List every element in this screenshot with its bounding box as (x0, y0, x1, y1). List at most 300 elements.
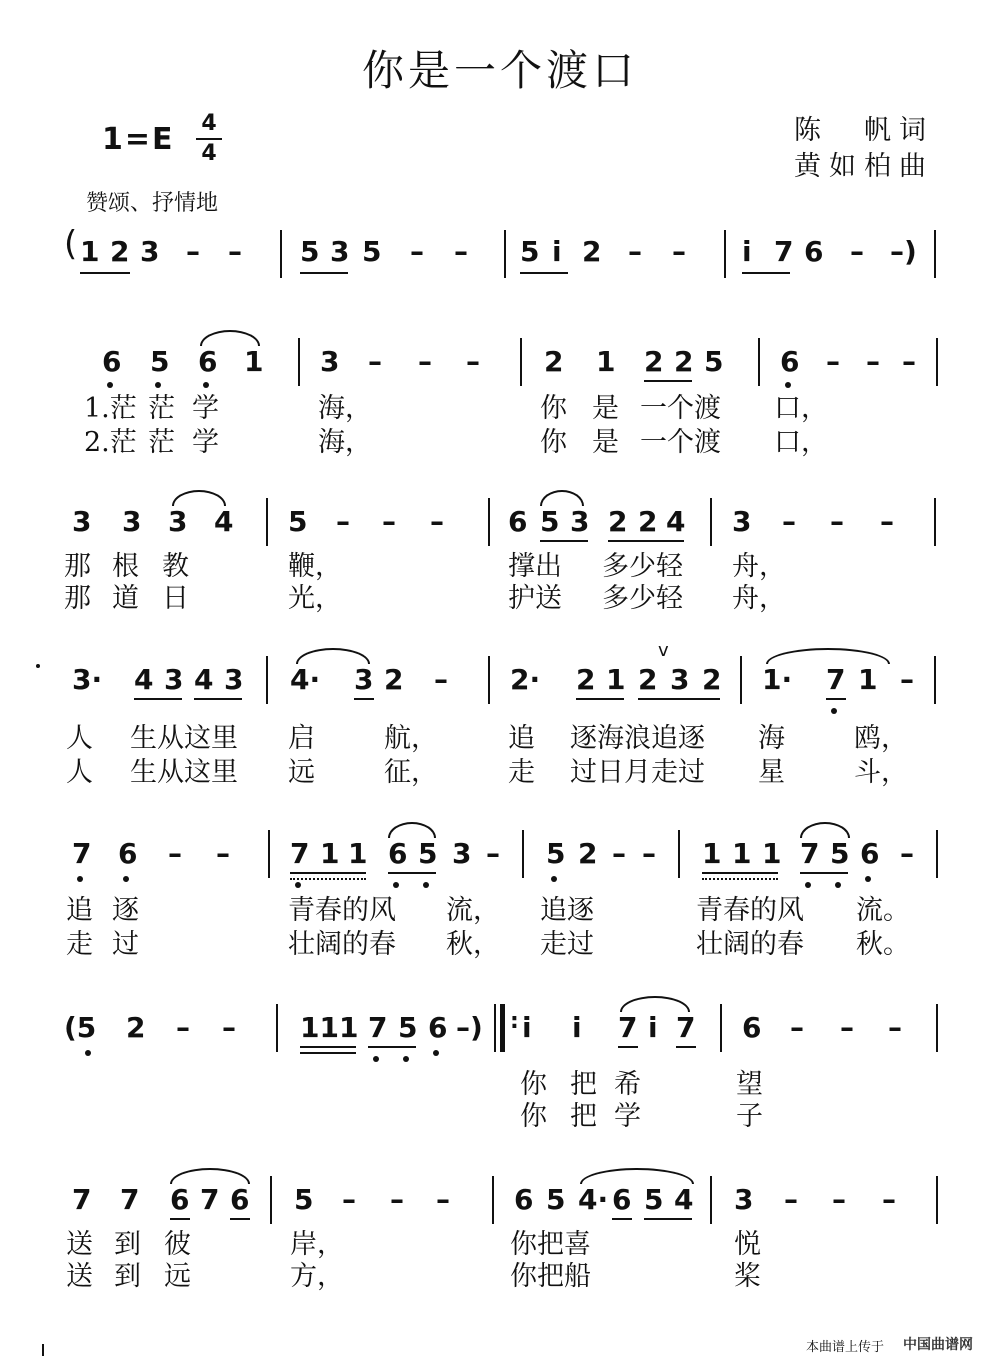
barline (934, 498, 936, 546)
note: – (628, 235, 642, 268)
note: 1 (348, 837, 368, 870)
lyric: 口， (774, 393, 828, 424)
lyric: 希 (614, 1069, 641, 1100)
lyric: 多少轻 (602, 583, 683, 614)
lyric: 护送 (508, 583, 562, 614)
lyric: 流， (446, 895, 500, 926)
note: 3 (670, 663, 690, 696)
underline (676, 1046, 696, 1048)
note: 7 (774, 235, 794, 268)
lyric: 生从这里 (130, 757, 238, 788)
note: – (430, 505, 444, 538)
barline (758, 338, 760, 386)
lyric: 彼 (164, 1229, 191, 1260)
underline (134, 698, 182, 700)
note: 7 (618, 1011, 638, 1044)
note: 4 (666, 505, 686, 538)
note: 2 (638, 505, 658, 538)
barline (266, 498, 268, 546)
underline (742, 272, 790, 274)
note: 3 (570, 505, 590, 538)
lyric: 你 (520, 1069, 547, 1100)
note: 7 (72, 1183, 92, 1216)
scan-speck (42, 1344, 44, 1356)
note: i (552, 235, 562, 268)
underline (540, 540, 588, 542)
lyric: 学 (192, 427, 219, 458)
barline (678, 830, 680, 878)
note: 2 (578, 837, 598, 870)
underline (354, 698, 374, 700)
low-octave-dot (865, 876, 871, 882)
note: 1 (762, 837, 782, 870)
low-octave-dot (423, 882, 429, 888)
note: – (790, 1011, 804, 1044)
underline (800, 872, 848, 874)
note: 2 (126, 1011, 146, 1044)
lyric: 把 (570, 1101, 597, 1132)
lyric: 子 (736, 1101, 763, 1132)
note: 2 (582, 235, 602, 268)
note: 3 (140, 235, 160, 268)
lyric: 追 (66, 895, 93, 926)
note: – (176, 1011, 190, 1044)
note: – (902, 345, 916, 378)
underline (300, 1046, 356, 1048)
note: 3 (168, 505, 188, 538)
low-octave-dot (203, 382, 209, 388)
note: 4· (578, 1183, 609, 1216)
repeat-barline (500, 1004, 505, 1052)
note: 6 (170, 1183, 190, 1216)
lyric: 方， (290, 1261, 344, 1292)
note: – (216, 837, 230, 870)
site-logo: 中国曲谱网 (903, 1337, 973, 1353)
underline (612, 1218, 632, 1220)
note: – (466, 345, 480, 378)
lyric: 走过 (540, 929, 594, 960)
lyric: 你 (540, 393, 567, 424)
slur (388, 822, 436, 838)
lyric: 送 (66, 1229, 93, 1260)
low-octave-dot (831, 708, 837, 714)
low-octave-dot (835, 882, 841, 888)
barline (710, 498, 712, 546)
slur (766, 648, 890, 664)
lyric: 多少轻 (602, 551, 683, 582)
underline (230, 1218, 250, 1220)
slur (200, 330, 260, 346)
note: 2 (644, 345, 664, 378)
lyric: 日 (162, 583, 189, 614)
note: – (390, 1183, 404, 1216)
slur (800, 822, 850, 838)
underline (290, 872, 366, 874)
note: 3 (354, 663, 374, 696)
lyric: 岸， (290, 1229, 344, 1260)
lyric: 星 (758, 757, 785, 788)
note: – (228, 235, 242, 268)
lyric: 学 (192, 393, 219, 424)
lyric: 逐 (112, 895, 139, 926)
note: – (880, 505, 894, 538)
note: 3 (164, 663, 184, 696)
underline (368, 1046, 416, 1048)
lyric: 望 (736, 1069, 763, 1100)
lyric: 是 (592, 393, 619, 424)
note: i (742, 235, 752, 268)
barline (522, 830, 524, 878)
lyric: 远 (164, 1261, 191, 1292)
low-octave-dot (123, 876, 129, 882)
lyric: 撑出 (508, 551, 562, 582)
note: 6 (388, 837, 408, 870)
note: 2 (544, 345, 564, 378)
low-octave-dot (433, 1050, 439, 1056)
note: 2· (510, 663, 541, 696)
underline (300, 1052, 356, 1054)
note: 3 (330, 235, 350, 268)
lyric: 教 (162, 551, 189, 582)
underline (608, 540, 684, 542)
note: – (900, 837, 914, 870)
underline (644, 380, 692, 382)
lyric: 学 (614, 1101, 641, 1132)
time-signature (196, 112, 222, 166)
song-title: 你是一个渡口 (361, 46, 638, 95)
note: 6 (230, 1183, 250, 1216)
lyric: 1.茫 (84, 393, 137, 424)
note: 4 (194, 663, 214, 696)
note: – (168, 837, 182, 870)
lyric: 人 (66, 723, 93, 754)
note: 7 (120, 1183, 140, 1216)
lyric: 生从这里 (130, 723, 238, 754)
note: 2 (638, 663, 658, 696)
low-octave-dot (295, 882, 301, 888)
barline (710, 1176, 712, 1224)
note: 6 (102, 345, 122, 378)
lyric: 过 (112, 929, 139, 960)
lyric: 把 (570, 1069, 597, 1100)
barline (934, 656, 936, 704)
low-octave-dot (403, 1056, 409, 1062)
time-signature-top: 4 (201, 111, 217, 136)
note: 5 (362, 235, 382, 268)
lyric: 茫 (148, 427, 175, 458)
note: – (434, 663, 448, 696)
barline (492, 1176, 494, 1224)
note: 6 (804, 235, 824, 268)
note: 6 (860, 837, 880, 870)
note: 3 (452, 837, 472, 870)
note: 1 (80, 235, 100, 268)
note: 3 (732, 505, 752, 538)
lyric: 过日月走过 (570, 757, 705, 788)
time-signature-bar (196, 138, 222, 140)
note: – (672, 235, 686, 268)
note: 2 (608, 505, 628, 538)
note: – (612, 837, 626, 870)
note: 5 (520, 235, 540, 268)
breath-mark: v (658, 640, 669, 661)
underline (300, 272, 348, 274)
lyricist-credit: 陈 帆词 (794, 115, 934, 146)
lyric: 你 (520, 1101, 547, 1132)
note: 7 (676, 1011, 696, 1044)
note: 5 (294, 1183, 314, 1216)
lyric: 远 (288, 757, 315, 788)
lyric: 光， (288, 583, 342, 614)
note: i (522, 1011, 532, 1044)
note: – (486, 837, 500, 870)
note: 5 (398, 1011, 418, 1044)
note: 3 (122, 505, 142, 538)
note: – (840, 1011, 854, 1044)
note: 1 (320, 837, 340, 870)
lyric: 你把喜 (510, 1229, 591, 1260)
low-octave-dot (393, 882, 399, 888)
note: – (382, 505, 396, 538)
slur (620, 996, 690, 1012)
lyric: 走 (508, 757, 535, 788)
note: – (418, 345, 432, 378)
barline (488, 498, 490, 546)
note: 7 (800, 837, 820, 870)
barline (936, 338, 938, 386)
note: 6 (780, 345, 800, 378)
note: 4· (290, 663, 321, 696)
barline (298, 338, 300, 386)
underline (194, 698, 242, 700)
note: 7 (368, 1011, 388, 1044)
note: 6 (118, 837, 138, 870)
note: 5 (540, 505, 560, 538)
note: 5 (546, 837, 566, 870)
note: 4 (134, 663, 154, 696)
lyric: 追 (508, 723, 535, 754)
note: 7 (72, 837, 92, 870)
barline (266, 656, 268, 704)
lyric: 追逐 (540, 895, 594, 926)
low-octave-dot (373, 1056, 379, 1062)
barline (724, 230, 726, 278)
underline (638, 698, 720, 700)
lyric: 青春的风 (696, 895, 804, 926)
note: 6 (612, 1183, 632, 1216)
lyric: 道 (112, 583, 139, 614)
note: 3 (320, 345, 340, 378)
note: ( (64, 224, 78, 264)
barline (488, 656, 490, 704)
scan-speck (36, 664, 40, 668)
note: 5 (830, 837, 850, 870)
repeat-dots: : (510, 1009, 519, 1034)
low-octave-dot (155, 382, 161, 388)
low-octave-dot (551, 876, 557, 882)
lyric: 那 (64, 551, 91, 582)
note: (5 (64, 1011, 97, 1044)
lyric: 鞭， (288, 551, 342, 582)
note: 5 (704, 345, 724, 378)
note: – (222, 1011, 236, 1044)
note: 5 (418, 837, 438, 870)
lyric: 壮阔的春 (288, 929, 396, 960)
lyric: 壮阔的春 (696, 929, 804, 960)
lyric: 桨 (734, 1261, 761, 1292)
barline (494, 1004, 496, 1052)
lyric: 秋。 (856, 929, 910, 960)
slur (296, 648, 370, 664)
note: – (784, 1183, 798, 1216)
note: i (648, 1011, 658, 1044)
note: 5 (300, 235, 320, 268)
low-octave-dot (805, 882, 811, 888)
lyric: 鸥， (854, 723, 908, 754)
lyric: 海 (758, 723, 785, 754)
note: 3· (72, 663, 103, 696)
note: 6 (428, 1011, 448, 1044)
barline (740, 656, 742, 704)
low-octave-dot (107, 382, 113, 388)
lyric: 到 (114, 1261, 141, 1292)
note: – (642, 837, 656, 870)
note: 1 (244, 345, 264, 378)
note: 6 (742, 1011, 762, 1044)
lyric: 口， (774, 427, 828, 458)
lyric: 舟， (732, 551, 786, 582)
note: 7 (826, 663, 846, 696)
note: 111 (300, 1011, 359, 1044)
underline (702, 878, 778, 880)
barline (520, 338, 522, 386)
lyric: 2.茫 (84, 427, 137, 458)
underline (388, 872, 436, 874)
key-signature: 1=E (102, 122, 175, 157)
note: 1 (702, 837, 722, 870)
lyric: 斗， (854, 757, 908, 788)
note: 2 (384, 663, 404, 696)
note: – (436, 1183, 450, 1216)
note: – (826, 345, 840, 378)
lyric: 一个渡 (640, 393, 721, 424)
lyric: 启 (288, 723, 315, 754)
note: – (342, 1183, 356, 1216)
note: 1 (606, 663, 626, 696)
note: 2 (110, 235, 130, 268)
note: 5 (288, 505, 308, 538)
note: – (882, 1183, 896, 1216)
note: 6 (514, 1183, 534, 1216)
note: – (832, 1183, 846, 1216)
barline (934, 230, 936, 278)
note: 5 (546, 1183, 566, 1216)
note: – (336, 505, 350, 538)
underline (80, 272, 130, 274)
slur (172, 490, 226, 506)
note: 1 (858, 663, 878, 696)
barline (936, 1004, 938, 1052)
low-octave-dot (85, 1050, 91, 1056)
lyric: 海， (318, 393, 372, 424)
lyric: 那 (64, 583, 91, 614)
note: 2 (576, 663, 596, 696)
barline (720, 1004, 722, 1052)
note: – (368, 345, 382, 378)
note: 7 (290, 837, 310, 870)
note: 1 (596, 345, 616, 378)
lyric: 根 (112, 551, 139, 582)
note: – (186, 235, 200, 268)
low-octave-dot (77, 876, 83, 882)
note: 7 (200, 1183, 220, 1216)
composer-credit: 黄如柏曲 (794, 151, 934, 182)
note: 1· (762, 663, 793, 696)
lyric: 到 (114, 1229, 141, 1260)
underline (576, 698, 624, 700)
barline (280, 230, 282, 278)
lyric: 悦 (734, 1229, 761, 1260)
lyric: 你把船 (510, 1261, 591, 1292)
underline (520, 272, 568, 274)
lyric: 征， (384, 757, 438, 788)
slur (540, 490, 584, 506)
underline (826, 698, 846, 700)
lyric: 逐海浪追逐 (570, 723, 705, 754)
barline (270, 1176, 272, 1224)
lyric: 走 (66, 929, 93, 960)
note: –) (890, 235, 917, 268)
lyric: 是 (592, 427, 619, 458)
note: – (782, 505, 796, 538)
note: 3 (72, 505, 92, 538)
lyric: 舟， (732, 583, 786, 614)
lyric: 航， (384, 723, 438, 754)
lyric: 秋， (446, 929, 500, 960)
note: – (454, 235, 468, 268)
underline (702, 872, 778, 874)
note: – (900, 663, 914, 696)
note: –) (456, 1011, 483, 1044)
note: – (850, 235, 864, 268)
note: – (830, 505, 844, 538)
note: 1 (732, 837, 752, 870)
note: 2 (702, 663, 722, 696)
underline (290, 878, 366, 880)
time-signature-bottom: 4 (201, 141, 217, 166)
lyric: 你 (540, 427, 567, 458)
note: 4 (674, 1183, 694, 1216)
note: 3 (734, 1183, 754, 1216)
underline (170, 1218, 190, 1220)
note: – (866, 345, 880, 378)
slur (170, 1168, 250, 1184)
upload-note: 本曲谱上传于 (806, 1340, 885, 1355)
note: 5 (644, 1183, 664, 1216)
lyric: 人 (66, 757, 93, 788)
barline (504, 230, 506, 278)
note: – (410, 235, 424, 268)
lyric: 茫 (148, 393, 175, 424)
slur (580, 1168, 694, 1184)
note: 3 (224, 663, 244, 696)
tempo-marking: 赞颂、抒情地 (86, 191, 219, 216)
note: 5 (150, 345, 170, 378)
lyric: 送 (66, 1261, 93, 1292)
note: – (888, 1011, 902, 1044)
note: 6 (198, 345, 218, 378)
lyric: 青春的风 (288, 895, 396, 926)
